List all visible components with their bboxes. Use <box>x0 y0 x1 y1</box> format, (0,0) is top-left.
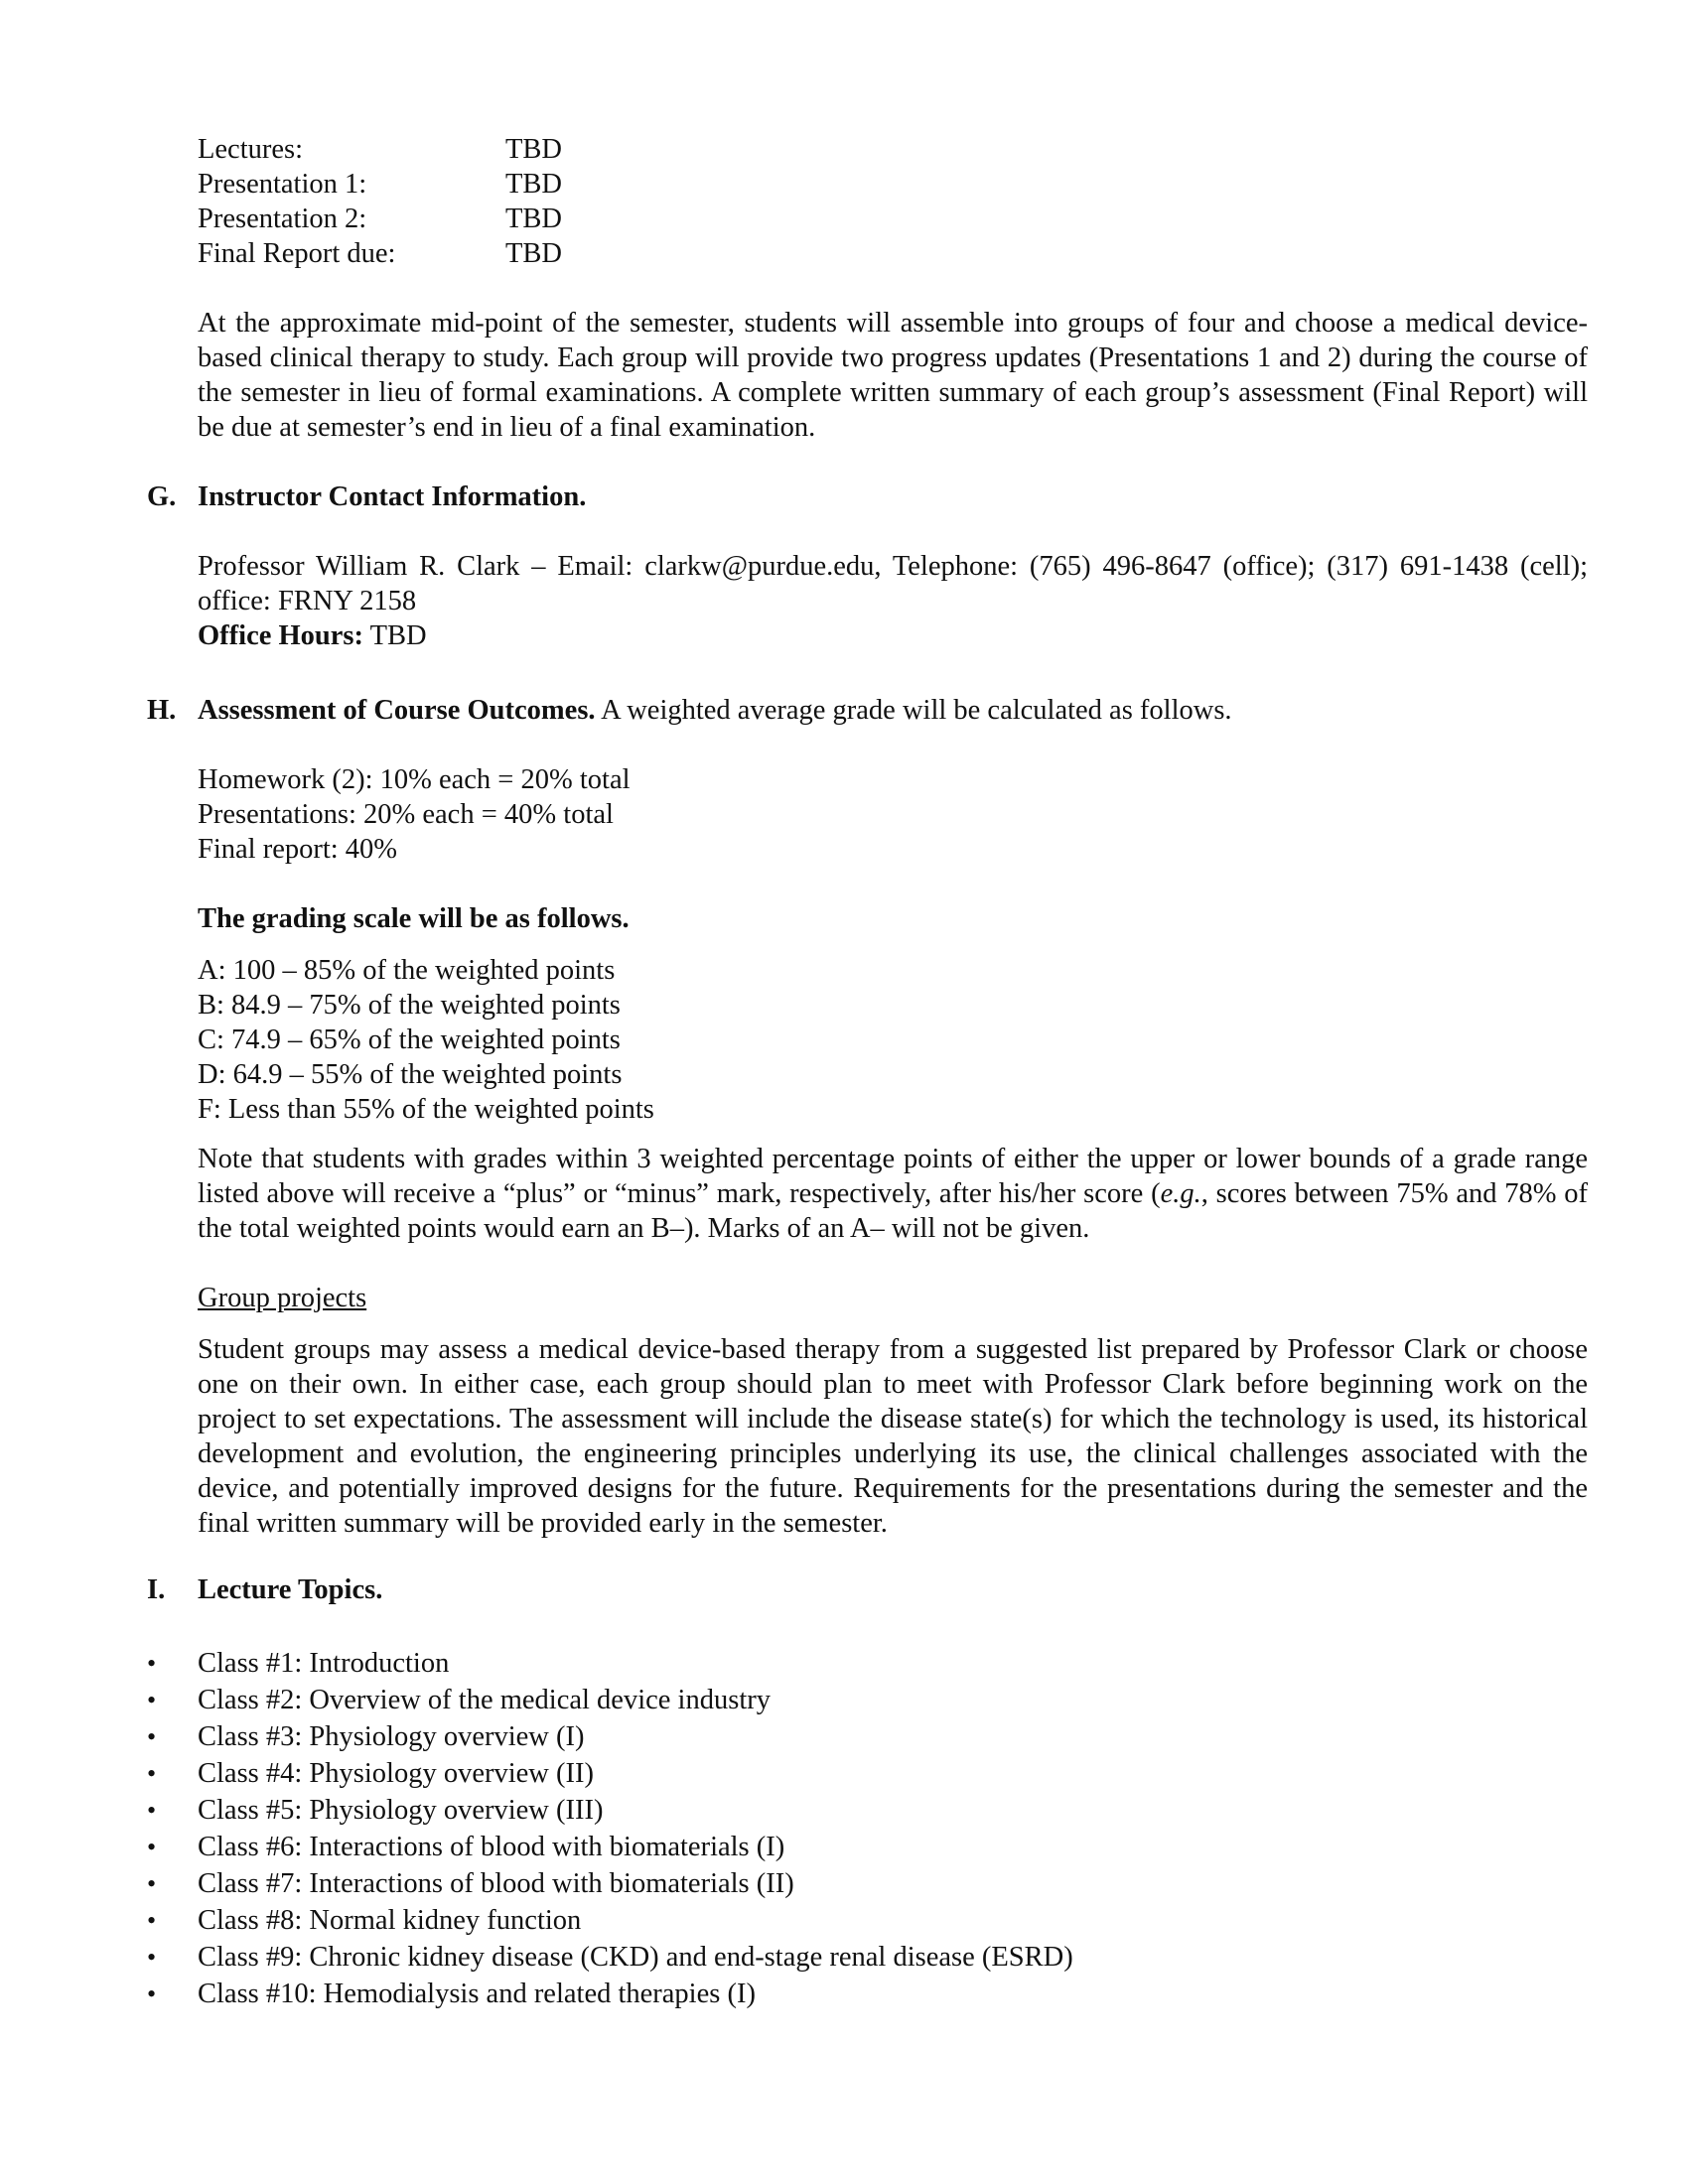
topic-text: Class #1: Introduction <box>198 1648 450 1679</box>
schedule-label: Presentation 1: <box>198 169 367 200</box>
topic-text: Class #6: Interactions of blood with biomaterials (I) <box>198 1832 785 1862</box>
schedule-label: Presentation 2: <box>198 204 367 234</box>
schedule-value: TBD <box>505 169 562 200</box>
grade-item: B: 84.9 – 75% of the weighted points <box>198 990 621 1021</box>
office-hours <box>198 618 427 653</box>
grade-item: F: Less than 55% of the weighted points <box>198 1094 654 1125</box>
grade-scale-list <box>198 953 654 1127</box>
section-letter: H. <box>147 695 177 726</box>
grade-item: A: 100 – 85% of the weighted points <box>198 955 616 986</box>
section-title: Instructor Contact Information. <box>198 481 587 512</box>
grading-heading <box>198 901 630 936</box>
office-hours-value: TBD <box>363 620 427 651</box>
bullet-icon: • <box>147 1869 157 1898</box>
lecture-topics-list <box>147 1646 1073 2013</box>
schedule-row <box>198 202 562 236</box>
grade-item: D: 64.9 – 55% of the weighted points <box>198 1059 623 1090</box>
list-item <box>147 1830 1073 1866</box>
list-item <box>147 1940 1073 1977</box>
bullet-icon: • <box>147 1906 157 1935</box>
note-text: Note that students with grades within 3 weighted percentage points of either the upper or lower bounds of a grade range listed above will receive a “plus” or “minus” mark, respectively, after his/her score ( <box>198 1144 1588 1209</box>
topic-text: Class #9: Chronic kidney disease (CKD) and end-stage renal disease (ESRD) <box>198 1942 1073 1973</box>
bullet-icon: • <box>147 1722 157 1751</box>
weight-item: Presentations: 20% each = 40% total <box>198 799 614 830</box>
weight-item: Homework (2): 10% each = 20% total <box>198 764 631 795</box>
topic-text: Class #2: Overview of the medical device industry <box>198 1685 771 1715</box>
list-item <box>147 1903 1073 1940</box>
section-i-heading <box>147 1572 382 1607</box>
schedule-label: Lectures: <box>198 134 304 165</box>
section-letter: I. <box>147 1574 166 1605</box>
topic-text: Class #4: Physiology overview (II) <box>198 1758 594 1789</box>
bullet-icon: • <box>147 1943 157 1972</box>
schedule-value: TBD <box>505 134 562 165</box>
section-title: Lecture Topics. <box>198 1574 383 1605</box>
weights-list <box>198 762 631 867</box>
group-projects-title: Group projects <box>198 1283 367 1313</box>
bullet-icon: • <box>147 1833 157 1861</box>
topic-text: Class #5: Physiology overview (III) <box>198 1795 604 1826</box>
bullet-icon: • <box>147 1649 157 1678</box>
list-item <box>147 1719 1073 1756</box>
topic-text: Class #7: Interactions of blood with biomaterials (II) <box>198 1868 794 1899</box>
bullet-icon: • <box>147 1796 157 1825</box>
weight-item: Final report: 40% <box>198 834 398 865</box>
section-title-rest: A weighted average grade will be calculated as follows. <box>595 695 1232 726</box>
list-item <box>147 1793 1073 1830</box>
schedule-row <box>198 236 562 271</box>
bullet-icon: • <box>147 1686 157 1714</box>
grading-heading-text: The grading scale will be as follows. <box>198 903 630 934</box>
list-item <box>147 1756 1073 1793</box>
schedule-list <box>198 132 562 271</box>
section-h-heading <box>147 693 1232 728</box>
intro-paragraph: At the approximate mid-point of the semester, students will assemble into groups of four and choose a medical device-based clinical therapy to study. Each group will provide two progress updates (Presentations 1 and 2) during the course of the semester in lieu of formal examinations. A complete written summary of each group’s assessment (Final Report) will be due at semester’s end in lieu of a final examination. <box>198 308 1588 443</box>
topic-text: Class #10: Hemodialysis and related therapies (I) <box>198 1979 756 2009</box>
grade-item: C: 74.9 – 65% of the weighted points <box>198 1024 621 1055</box>
office-hours-label: Office Hours: <box>198 620 363 651</box>
section-title: Assessment of Course Outcomes. <box>198 695 596 726</box>
bullet-icon: • <box>147 1759 157 1788</box>
note-eg: e.g. <box>1160 1178 1201 1209</box>
bullet-icon: • <box>147 1979 157 2008</box>
topic-text: Class #8: Normal kidney function <box>198 1905 582 1936</box>
topic-text: Class #3: Physiology overview (I) <box>198 1721 585 1752</box>
schedule-value: TBD <box>505 204 562 234</box>
note-paragraph <box>198 1142 1588 1246</box>
note-text-end: , scores between 75% and 78% of the total weighted points would earn an B–). Marks of an A– will not be given. <box>198 1178 1588 1244</box>
list-item <box>147 1683 1073 1719</box>
schedule-row <box>198 132 562 167</box>
list-item <box>147 1977 1073 2013</box>
group-projects-paragraph: Student groups may assess a medical device-based therapy from a suggested list prepared by Professor Clark or choose one on their own. In either case, each group should plan to meet with Professor Clark before beginning work on the project to set expectations. The assessment will include the disease state(s) for which the technology is used, its historical development and evolution, the engineering principles underlying its use, the clinical challenges associated with the device, and potentially improved designs for the future. Requirements for the presentations during the semester and the final written summary will be provided early in the semester. <box>198 1334 1588 1539</box>
schedule-value: TBD <box>505 238 562 269</box>
schedule-label: Final Report due: <box>198 238 396 269</box>
contact-paragraph: Professor William R. Clark – Email: clarkw@purdue.edu, Telephone: (765) 496-8647 (office); (317) 691-1438 (cell); office: FRNY 2158 <box>198 551 1588 616</box>
list-item <box>147 1866 1073 1903</box>
list-item <box>147 1646 1073 1683</box>
group-projects-heading <box>198 1281 366 1315</box>
section-g-heading <box>147 479 586 514</box>
schedule-row <box>198 167 562 202</box>
section-letter: G. <box>147 481 177 512</box>
